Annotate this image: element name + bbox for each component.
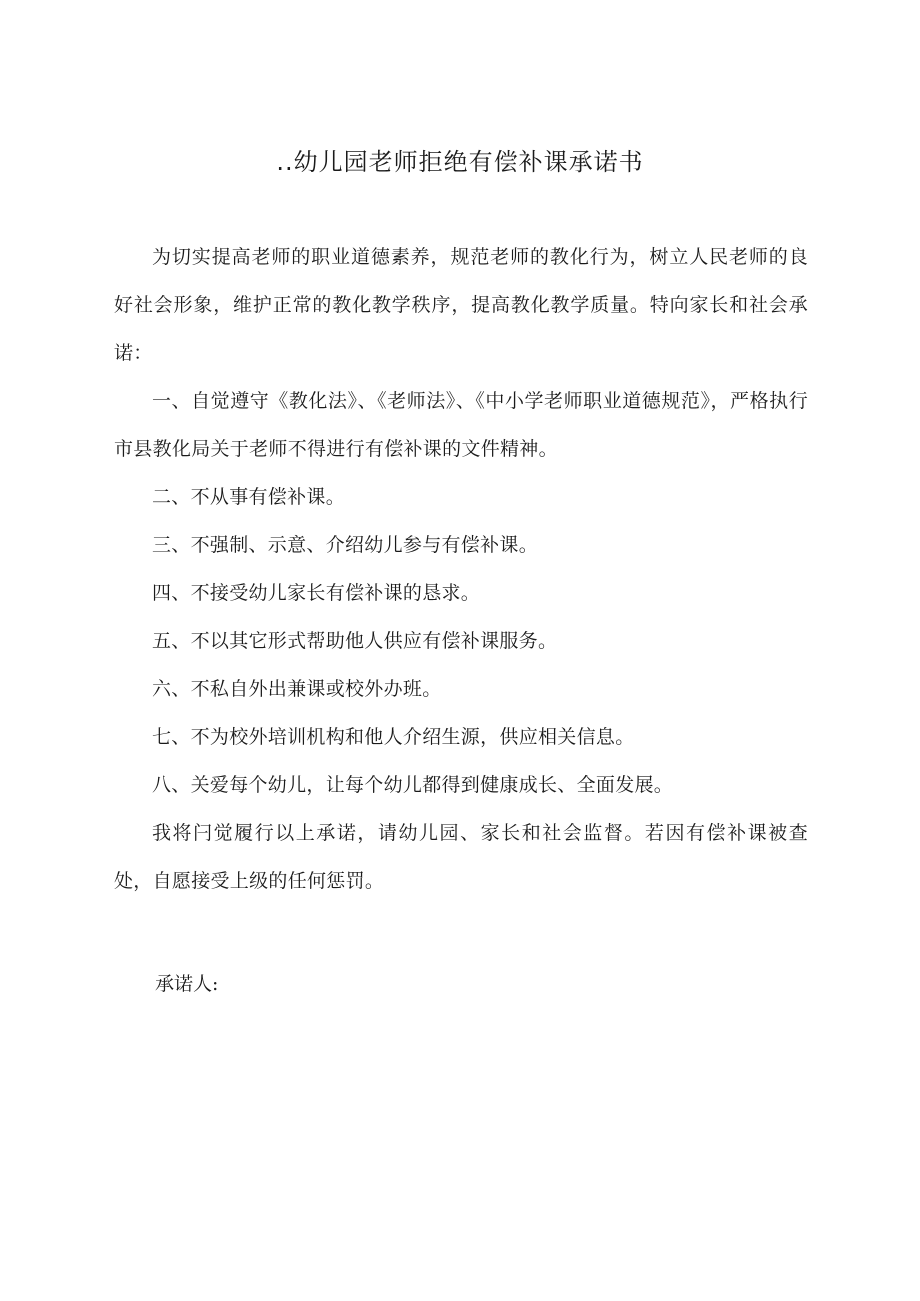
pledge-item-6: 六、不私自外出兼课或校外办班。 (152, 678, 442, 700)
pledge-item-3: 三、不强制、示意、介绍幼儿参与有偿补课。 (152, 534, 539, 556)
document-body (114, 233, 808, 905)
signer-label: 承诺人: (155, 973, 219, 995)
closing-paragraph: 我将闩觉履行以上承诺，请幼儿园、家长和社会监督。若因有偿补课被查处，自愿接受上级的任何惩罚。 (114, 822, 808, 892)
pledge-item-7: 七、不为校外培训机构和他人介绍生源，供应相关信息。 (152, 726, 635, 748)
intro-paragraph: 为切实提高老师的职业道德素养，规范老师的教化行为，树立人民老师的良好社会形象，维护正常的教化教学秩序，提高教化教学质量。特向家长和社会承诺： (114, 246, 808, 364)
document-title: ..幼儿园老师拒绝有偿补课承诺书 (276, 148, 644, 176)
pledge-item-5: 五、不以其它形式帮助他人供应有偿补课服务。 (152, 630, 558, 652)
pledge-item-8: 八、关爱每个幼儿，让每个幼儿都得到健康成长、全面发展。 (152, 774, 674, 796)
pledge-item-4: 四、不接受幼儿家长有偿补课的恳求。 (152, 582, 481, 604)
pledge-item-2: 二、不从事有偿补课。 (152, 486, 346, 508)
pledge-item-1: 一、自觉遵守《教化法》、《老师法》、《中小学老师职业道德规范》，严格执行市县教化局关于老师不得进行有偿补课的文件精神。 (114, 390, 808, 460)
